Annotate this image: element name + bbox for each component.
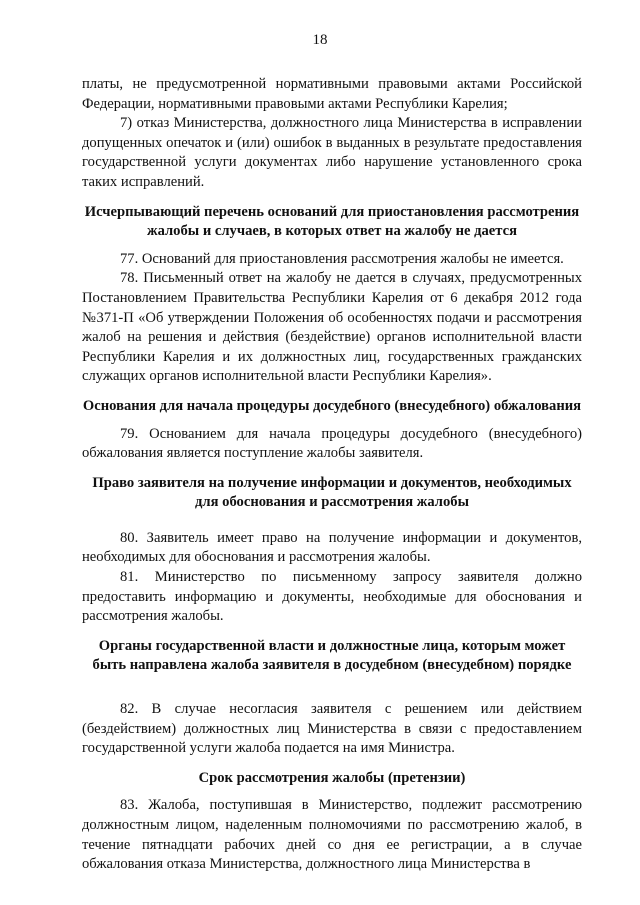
section-heading-review-period: Срок рассмотрения жалобы (претензии) bbox=[198, 769, 466, 786]
document-body bbox=[82, 75, 582, 875]
paragraph-continuation: платы, не предусмотренной нормативными правовыми актами Российской Федерации, нормативными правовыми актами Республики Карелия; bbox=[82, 76, 582, 112]
paragraph-80: 80. Заявитель имеет право на получение информации и документов, необходимых для обоснования и рассмотрения жалобы. bbox=[82, 529, 582, 566]
paragraph-77: 77. Оснований для приостановления рассмотрения жалобы не имеется. bbox=[120, 250, 564, 267]
paragraph-83: 83. Жалоба, поступившая в Министерство, подлежит рассмотрению должностным лицом, наделенным полномочиями по рассмотрению жалоб, в течение пятнадцати рабочих дней со дня ее регистрации, а в случае обжалования отказа Министерства, должностного лица Министерства в bbox=[82, 797, 582, 873]
paragraph-78: 78. Письменный ответ на жалобу не дается в случаях, предусмотренных Постановлением Правительства Республики Карелия от 6 декабря 2012 года №371-П «Об утверждении Положения об особенностях подачи и рассмотрения жалоб на решения и действия (бездействие) органов исполнительной власти Республики Карелия и их должностных лиц, государственных гражданских служащих органов исполнительной власти Республики Карелия». bbox=[82, 270, 582, 385]
page-number: 18 bbox=[312, 32, 328, 48]
paragraph-item-7: 7) отказ Министерства, должностного лица Министерства в исправлении допущенных опечаток и (или) ошибок в выданных в результате предоставления государственной услуги документах либо нарушение установленного срока таких исправлений. bbox=[82, 115, 582, 190]
paragraph-79: 79. Основанием для начала процедуры досудебного (внесудебного) обжалования является поступление жалобы заявителя. bbox=[82, 425, 582, 462]
section-heading-suspension-grounds: Исчерпывающий перечень оснований для приостановления рассмотрения жалобы и случаев, в которых ответ на жалобу не дается bbox=[84, 203, 580, 240]
paragraph-81: 81. Министерство по письменному запросу заявителя должно предоставить информацию и документы, необходимые для обоснования и рассмотрения жалобы. bbox=[82, 569, 582, 625]
section-heading-appeal-grounds: Основания для начала процедуры досудебного (внесудебного) обжалования bbox=[82, 397, 582, 414]
section-heading-appeal-bodies: Органы государственной власти и должностные лица, которым может быть направлена жалоба заявителя в досудебном (внесудебном) порядке bbox=[92, 637, 572, 674]
paragraph-82: 82. В случае несогласия заявителя с решением или действием (бездействием) должностных лиц Министерства в связи с предоставлением государственной услуги жалоба подается на имя Министра. bbox=[82, 701, 582, 757]
section-heading-information-right: Право заявителя на получение информации и документов, необходимых для обоснования и рассмотрения жалобы bbox=[92, 474, 572, 511]
